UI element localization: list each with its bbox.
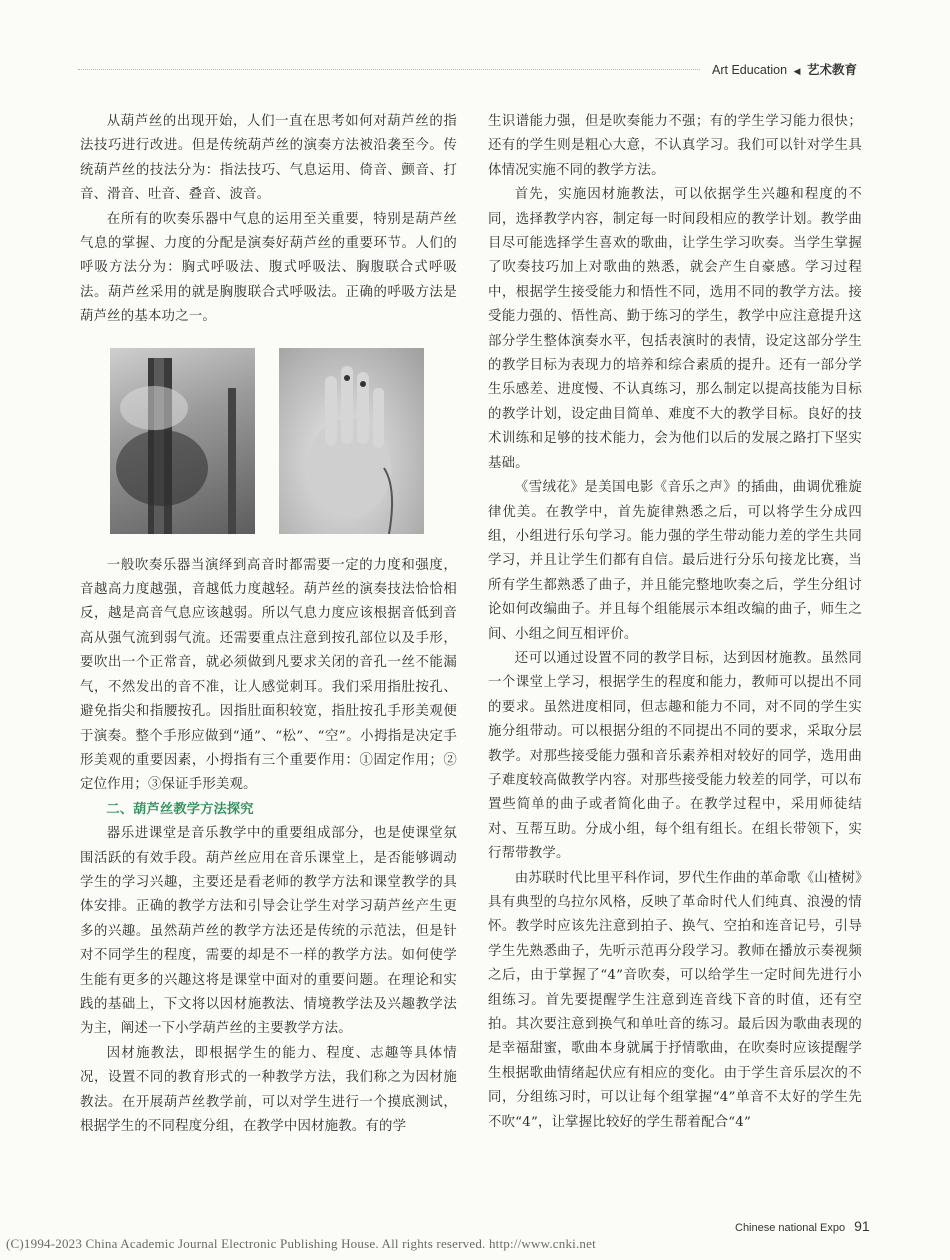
paragraph: 还可以通过设置不同的教学目标，达到因材施教。虽然同一个课堂上学习，根据学生的程度和能力，教师可以提出不同的要求。虽然进度相同，但志趣和能力不同，对不同的学生实施分组带动。可以根据分组的不同提出不同的要求，采取分层教学。对那些接受能力强和音乐素养相对较好的同学，选用曲子难度较高做教学内容。对那些接受能力较差的同学，可以布置些简单的曲子或者简化曲子。在教学过程中，采用师徒结对、互帮互助。分成小组，每个组有组长。在组长带领下，实行帮带教学。 (488, 650, 862, 862)
running-header (712, 60, 857, 78)
paragraph: 由苏联时代比里平科作词，罗代生作曲的革命歌《山楂树》具有典型的乌拉尔风格，反映了革命时代人们纯真、浪漫的情怀。教学时应该先注意到拍子、换气、空拍和连音记号，引导学生先熟悉曲子，先听示范再分段学习。教师在播放示奏视频之后，由于掌握了“4”音吹奏，可以给学生一定时间先进行小组练习。首先要提醒学生注意到连音线下音的时值，还有空拍。其次要注意到换气和单吐音的练习。最后因为歌曲表现的是幸福甜蜜，歌曲本身就属于抒情歌曲，在吹奏时应该提醒学生根据歌曲情绪起伏应有相应的变化。由于学生音乐层次的不同，分组练习时，可以让每个组掌握“4”单音不太好的学生先不吹“4”，让掌握比较好的学生帮着配合“4” (488, 870, 862, 1130)
paragraph: 首先，实施因材施教法，可以依据学生兴趣和程度的不同，选择教学内容，制定每一时间段相应的教学计划。教学曲目尽可能选择学生喜欢的歌曲，让学生学习吹奏。当学生掌握了吹奏技巧加上对歌曲的熟悉，就会产生自豪感。学习过程中，根据学生接受能力和悟性不同，选用不同的教学方法。接受能力强的、悟性高、勤于练习的学生，教学中应注意提升这部分学生整体演奏水平，包括表演时的表情，设定这部分学生的教学目标为表现力的培养和综合素质的提升。还有一部分学生乐感差、进度慢、不认真练习，那么制定以提高技能为目标的教学计划，设定曲目简单、难度不大的教学目标。良好的技术训练和足够的技术能力，会为他们以后的发展之路打下坚实基础。 (488, 187, 862, 471)
figure (110, 348, 457, 534)
palm-photo (279, 348, 424, 534)
hulusi-hands-photo (110, 348, 255, 534)
paragraph: 《雪绒花》是美国电影《音乐之声》的插曲，曲调优雅旋律优美。在教学中，首先旋律熟悉之后，可以将学生分成四组，小组进行乐句学习。能力强的学生带动能力差的学生共同学习，并且让学生们都有自信。最后进行分乐句接龙比赛，当所有学生都熟悉了曲子，并且能完整地吹奏之后，学生分组讨论如何改编曲子。并且每个组能展示本组改编的曲子，师生之间、小组之间互相评价。 (488, 480, 862, 642)
section-heading: 二、葫芦丝教学方法探究 (106, 801, 254, 817)
copyright-watermark: (C)1994-2023 China Academic Journal Electronic Publishing House. All rights reserved. http://www.cnki.net (6, 1236, 596, 1251)
header-chinese: 艺术教育 (806, 63, 857, 77)
paragraph: 从葫芦丝的出现开始，人们一直在思考如何对葫芦丝的指法技巧进行改进。但是传统葫芦丝的演奏方法被沿袭至今。传统葫芦丝的技法分为：指法技巧、气息运用、倚音、颤音、打音、滑音、吐音、叠音、波音。 (80, 114, 457, 203)
right-column (488, 110, 862, 1135)
left-column (80, 110, 457, 1139)
header-rule (78, 69, 700, 70)
triangle-icon: ◀ (793, 66, 801, 76)
header-english: Art Education (712, 63, 788, 77)
paragraph: 在所有的吹奏乐器中气息的运用至关重要，特别是葫芦丝气息的掌握、力度的分配是演奏好葫芦丝的重要环节。人们的呼吸方法分为：胸式呼吸法、腹式呼吸法、胸腹联合式呼吸法。葫芦丝采用的就是胸腹联合式呼吸法。正确的呼吸方法是葫芦丝的基本功之一。 (80, 211, 457, 325)
paragraph: 一般吹奏乐器当演绎到高音时都需要一定的力度和强度，音越高力度越强，音越低力度越轻。葫芦丝的演奏技法恰恰相反，越是高音气息应该越弱。所以气息力度应该根据音低到音高从强气流到弱气流。还需要重点注意到按孔部位以及手形，要吹出一个正常音，就必须做到凡要求关闭的音孔一丝不能漏气，不然发出的音不准，让人感觉刺耳。我们采用指肚按孔、避免指尖和指腰按孔。因指肚面积较宽，指肚按孔手形美观便于演奏。整个手形应做到“通”、“松”、“空”。小拇指是决定手形美观的重要因素，小拇指有三个重要作用：①固定作用；②定位作用；③保证手形美观。 (80, 557, 457, 793)
footer-journal: Chinese national Expo (735, 1222, 846, 1234)
paragraph: 因材施教法，即根据学生的能力、程度、志趣等具体情况，设置不同的教育形式的一种教学方法，我们称之为因材施教法。在开展葫芦丝教学前，可以对学生进行一个摸底测试，根据学生的不同程度分组，在教学中因材施教。有的学 (80, 1045, 457, 1134)
paragraph: 生识谱能力强，但是吹奏能力不强；有的学生学习能力很快；还有的学生则是粗心大意，不认真学习。我们可以针对学生具体情况实施不同的教学方法。 (488, 114, 862, 178)
paragraph: 器乐进课堂是音乐教学中的重要组成部分，也是使课堂氛围活跃的有效手段。葫芦丝应用在音乐课堂上，是否能够调动学生的学习兴趣，主要还是看老师的教学方法和课堂教学的具体安排。正确的教学方法和引导会让学生对学习葫芦丝产生更多的兴趣。虽然葫芦丝的教学方法还是传统的示范法，但是针对不同学生的程度，需要的却是不一样的教学方法。如何使学生能有更多的兴趣这将是课堂中面对的重要问题。在理论和实践的基础上，下文将以因材施教法、情境教学法及兴趣教学法为主，阐述一下小学葫芦丝的主要教学方法。 (80, 826, 457, 1037)
page-footer (735, 1218, 870, 1234)
page-number: 91 (854, 1218, 870, 1234)
